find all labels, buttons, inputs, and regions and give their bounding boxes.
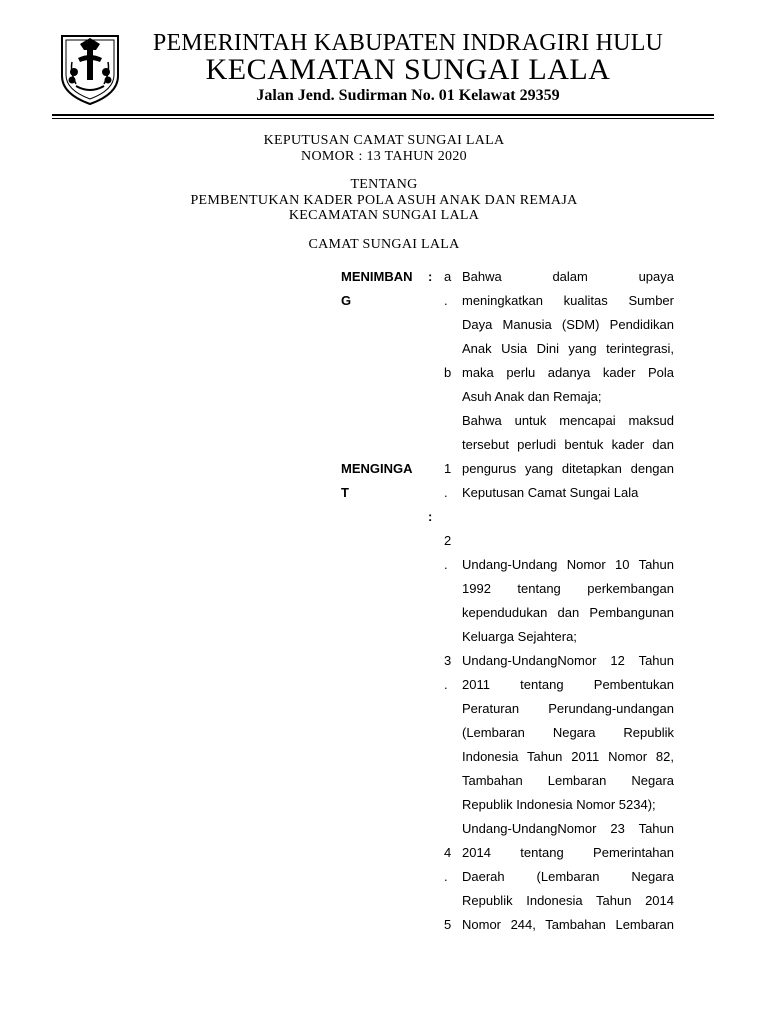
menimbang-mark-a: a — [444, 269, 452, 284]
mengingat-mark: 4 — [444, 845, 452, 860]
letterhead-address: Jalan Jend. Sudirman No. 01 Kelawat 29359 — [256, 87, 560, 104]
menimbang-line: Keputusan Camat Sungai Lala — [462, 485, 639, 500]
mengingat-line: Peraturan Perundang-undangan — [462, 701, 674, 716]
letterhead-district: KECAMATAN SUNGAI LALA — [205, 53, 611, 86]
menimbang-colon: : — [428, 269, 433, 284]
menimbang-line: pengurus yang ditetapkan dengan — [462, 461, 674, 476]
mengingat-line: kependudukan dan Pembangunan — [462, 605, 674, 620]
menimbang-line: tersebut perludi bentuk kader dan — [462, 437, 674, 452]
mengingat-line: 2011 tentang Pembentukan — [462, 677, 674, 692]
mengingat-mark: 3 — [444, 653, 452, 668]
mengingat-line: Keluarga Sejahtera; — [462, 629, 577, 644]
letterhead-divider — [52, 114, 714, 116]
decree-subject-line2: KECAMATAN SUNGAI LALA — [288, 208, 480, 223]
decree-title: KEPUTUSAN CAMAT SUNGAI LALA — [263, 133, 505, 148]
mengingat-line: Indonesia Tahun 2011 Nomor 82, — [462, 749, 674, 764]
mengingat-mark: . — [444, 485, 448, 500]
mengingat-mark: 1 — [444, 461, 452, 476]
menimbang-mark-a-dot: . — [444, 293, 448, 308]
decree-tentang: TENTANG — [350, 177, 418, 192]
mengingat-mark: 2 — [444, 533, 452, 548]
mengingat-label: MENGINGA — [341, 461, 413, 476]
mengingat-line: Undang-UndangNomor 23 Tahun — [462, 821, 674, 836]
decree-number: NOMOR : 13 TAHUN 2020 — [301, 149, 467, 164]
mengingat-line: Undang-Undang Nomor 10 Tahun — [462, 557, 674, 572]
menimbang-label-wrap: G — [341, 293, 352, 308]
menimbang-line: maka perlu adanya kader Pola — [462, 365, 674, 380]
mengingat-mark: . — [444, 557, 448, 572]
letterhead-divider-thin — [52, 118, 714, 119]
menimbang-line: Daya Manusia (SDM) Pendidikan — [462, 317, 674, 332]
menimbang-line: meningkatkan kualitas Sumber — [462, 293, 674, 308]
mengingat-colon: : — [428, 509, 433, 524]
mengingat-line: Republik Indonesia Tahun 2014 — [462, 893, 674, 908]
mengingat-line: Daerah (Lembaran Negara — [462, 869, 674, 884]
menimbang-text — [462, 265, 674, 505]
decree-subject-line1: PEMBENTUKAN KADER POLA ASUH ANAK DAN REMAJA — [190, 193, 578, 208]
mengingat-line: Republik Indonesia Nomor 5234); — [462, 797, 656, 812]
menimbang-line: Bahwa dalam upaya — [462, 269, 674, 284]
menimbang-line: Anak Usia Dini yang terintegrasi, — [462, 341, 674, 356]
mengingat-line: 1992 tentang perkembangan — [462, 581, 674, 596]
decree-issuer: CAMAT SUNGAI LALA — [308, 237, 460, 252]
mengingat-line: Undang-UndangNomor 12 Tahun — [462, 653, 674, 668]
mengingat-mark: . — [444, 869, 448, 884]
menimbang-mark-b: b — [444, 365, 452, 380]
mengingat-label-wrap: T — [341, 485, 349, 500]
menimbang-line: Bahwa untuk mencapai maksud — [462, 413, 674, 428]
mengingat-line: Tambahan Lembaran Negara — [462, 773, 674, 788]
mengingat-mark: . — [444, 677, 448, 692]
mengingat-line: (Lembaran Negara Republik — [462, 725, 674, 740]
mengingat-line: 2014 tentang Pemerintahan — [462, 845, 674, 860]
menimbang-line: Asuh Anak dan Remaja; — [462, 389, 602, 404]
mengingat-text — [462, 553, 674, 937]
mengingat-mark: 5 — [444, 917, 452, 932]
menimbang-label: MENIMBAN — [341, 269, 413, 284]
letterhead-government: PEMERINTAH KABUPATEN INDRAGIRI HULU — [152, 30, 664, 56]
mengingat-line: Nomor 244, Tambahan Lembaran — [462, 917, 674, 932]
